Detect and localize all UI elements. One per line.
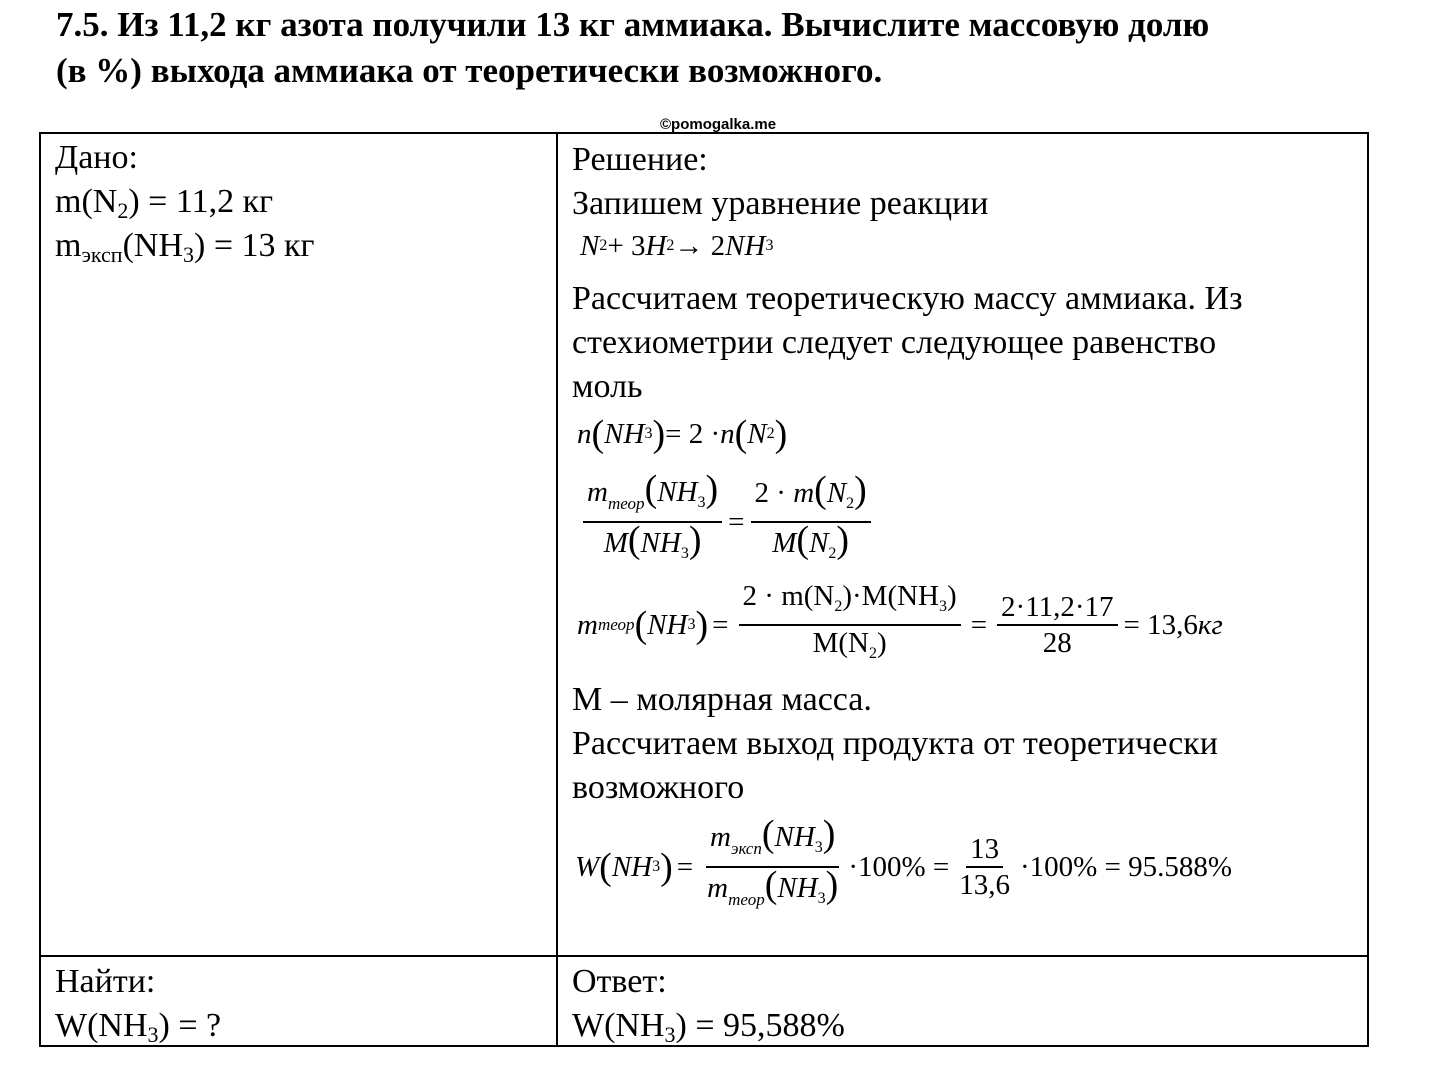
given-line1-sub: 2 (117, 198, 129, 223)
eq1-two: 2 (766, 425, 775, 442)
solution-header: Решение: (572, 141, 708, 178)
eq3-three: 3 (687, 616, 696, 633)
solution-step1: Запишем уравнение реакции (572, 185, 989, 222)
eq3-den-sub: 2 (868, 645, 877, 662)
answer-line-pre: W(NH (572, 1007, 665, 1044)
eq4-m2: m (707, 872, 729, 904)
solution-step2-line1: Рассчитаем теоретическую массу аммиака. Из (572, 280, 1243, 317)
given-line1-pre: m(N (55, 183, 118, 220)
eq2-teor: теор (607, 494, 645, 513)
eq2-N-den: N (809, 526, 829, 559)
reaction-n: N (580, 230, 600, 262)
eq4-mult: ·100% = (848, 851, 950, 883)
eq3-num-val: 2·11,2·17 (997, 592, 1118, 626)
yield-equation: W ( NH 3 ) = $\frac{m_{эксп}(NH_3)}{m_{теор}(NH_3)}$ ·100% = $\frac{13}{13,6}$ ·100% = 95.588% (575, 819, 1232, 915)
eq3-den: M(N (812, 627, 869, 659)
eq1-n: n (577, 418, 592, 450)
eq2-m2: m (793, 476, 815, 509)
find-line-sub: 3 (147, 1022, 159, 1047)
eq4-eq: = (676, 851, 694, 883)
eq3-den-end: ) (876, 627, 887, 659)
eq3-den-val: 28 (1042, 627, 1072, 659)
eq3-result: = 13,6 (1123, 609, 1198, 641)
eq4-result: ·100% = 95.588% (1019, 851, 1233, 883)
eq4-den-val: 13,6 (959, 869, 1010, 901)
row-divider (41, 955, 1367, 957)
eq2-two-den: 2 (828, 544, 837, 562)
eq1-nh: NH (604, 418, 645, 450)
eq3-nh: NH (647, 609, 688, 641)
given-line1-post: ) = 11,2 кг (128, 183, 274, 220)
solution-cell (572, 136, 1362, 951)
eq3-num-end: ) (947, 580, 957, 612)
problem-title-line2: (в %) выхода аммиака от теоретически возможного. (56, 51, 883, 90)
eq4-num-val: 13 (966, 834, 1003, 868)
reaction-nh-sub: 3 (765, 237, 774, 254)
reaction-n-sub: 2 (599, 237, 608, 254)
eq4-W: W (575, 851, 600, 883)
find-header: Найти: (55, 963, 156, 1000)
problem-title (56, 2, 1426, 94)
reaction-h-sub: 2 (666, 237, 675, 254)
eq3-eq2: = (970, 609, 988, 641)
eq3-numeric-fraction (997, 592, 1118, 658)
answer-cell (572, 960, 845, 1048)
eq4-nh-den: NH (777, 872, 818, 904)
reaction-nh: NH (725, 230, 766, 262)
eq3-eq: = (712, 609, 729, 641)
answer-header: Ответ: (572, 963, 667, 1000)
theoretical-mass-equation: m теор ( NH 3 ) = $\frac{2 \cdot m(N_2)\cdot M(NH_3)}{M(N_2)}$ = $\frac{2\cdot 11,2\cdot 17}{28}$ = 13,6 кг (577, 581, 1223, 669)
eq4-teor: теор (728, 890, 765, 909)
eq2-nh-den: NH (640, 527, 681, 559)
given-nitrogen-mass (55, 180, 314, 224)
eq4-numeric-fraction (955, 834, 1014, 900)
reaction-plus: + 3 (607, 230, 646, 262)
eq2-two: 2 (846, 494, 855, 512)
eq4-three-num: 3 (814, 839, 823, 856)
eq4-nh: NH (611, 851, 653, 883)
given-header: Дано: (55, 139, 138, 176)
given-ammonia-mass (55, 224, 314, 268)
eq4-three-den: 3 (817, 890, 826, 907)
eq3-symbolic-fraction (739, 581, 961, 669)
eq3-num-sub2: 3 (939, 598, 948, 615)
eq4-nh-num: NH (774, 821, 815, 853)
given-line2-mid: (NH (122, 227, 184, 264)
find-line-pre: W(NH (55, 1007, 148, 1044)
eq2-three: 3 (697, 494, 706, 511)
eq2-M-den: M (772, 526, 797, 559)
eq3-unit: кг (1197, 609, 1223, 641)
eq2-M: M (603, 527, 628, 559)
problem-title-line1: 7.5. Из 11,2 кг азота получили 13 кг аммиака. Вычислите массовую долю (56, 5, 1210, 44)
given-line2-sub2: 3 (183, 242, 195, 267)
eq2-three-den: 3 (680, 545, 689, 562)
solution-table (39, 132, 1369, 1047)
eq2-nh: NH (657, 476, 698, 508)
solution-step3-line1: Рассчитаем выход продукта от теоретически (572, 725, 1218, 762)
given-line2-sub: эксп (81, 242, 123, 267)
eq3-num: 2 · m(N (742, 580, 835, 612)
eq4-m1: m (710, 821, 731, 853)
solution-step2-line3: моль (572, 368, 643, 405)
eq4-three: 3 (652, 858, 661, 875)
eq3-num-sub: 2 (834, 598, 843, 615)
find-line-post: ) = ? (158, 1007, 222, 1044)
column-divider (556, 134, 558, 1045)
eq2-eq: = (728, 505, 745, 538)
eq4-eksp: эксп (730, 839, 762, 858)
mole-equality: n ( NH 3 ) = 2 · n ( N 2 ) (577, 413, 788, 455)
reaction-equation (580, 231, 773, 261)
solution-step3-line2: возможного (572, 769, 745, 806)
reaction-h: H (645, 230, 667, 262)
find-target (55, 1004, 221, 1048)
eq2-right-fraction: $\frac{2 \cdot m(N_2)}{M(N_2)}$ (751, 475, 871, 569)
eq3-m: m (577, 609, 598, 641)
eq2-m: m (587, 476, 608, 508)
answer-line-post: ) = 95,588% (675, 1007, 845, 1044)
eq1-three: 3 (644, 425, 653, 442)
eq2-left-fraction: $\frac{m_{теор}(NH_3)}{M(NH_3)}$ (583, 474, 722, 569)
molar-mass-note: M – молярная масса. (572, 681, 872, 718)
eq2-num2: 2 · (754, 476, 794, 509)
eq1-N: N (747, 418, 767, 450)
find-cell (55, 960, 221, 1048)
eq1-eq: = 2 · (665, 418, 721, 450)
eq2-N: N (826, 476, 847, 509)
given-line2-pre: m (55, 227, 82, 264)
eq1-n2: n (720, 418, 735, 450)
reaction-arrow: → 2 (674, 230, 726, 262)
eq3-num-mid: )·M(NH (842, 580, 940, 612)
answer-line-sub: 3 (664, 1022, 676, 1047)
given-cell (55, 136, 314, 268)
eq4-mass-fraction: $\frac{m_{эксп}(NH_3)}{m_{теор}(NH_3)}$ (707, 813, 839, 909)
solution-step2-line2: стехиометрии следует следующее равенство (572, 324, 1217, 361)
given-line2-post: ) = 13 кг (194, 227, 315, 264)
mass-ratio-equation (577, 468, 877, 569)
watermark: ©pomogalka.me (660, 116, 777, 133)
answer-value (572, 1004, 845, 1048)
eq3-teor: теор (597, 615, 635, 634)
